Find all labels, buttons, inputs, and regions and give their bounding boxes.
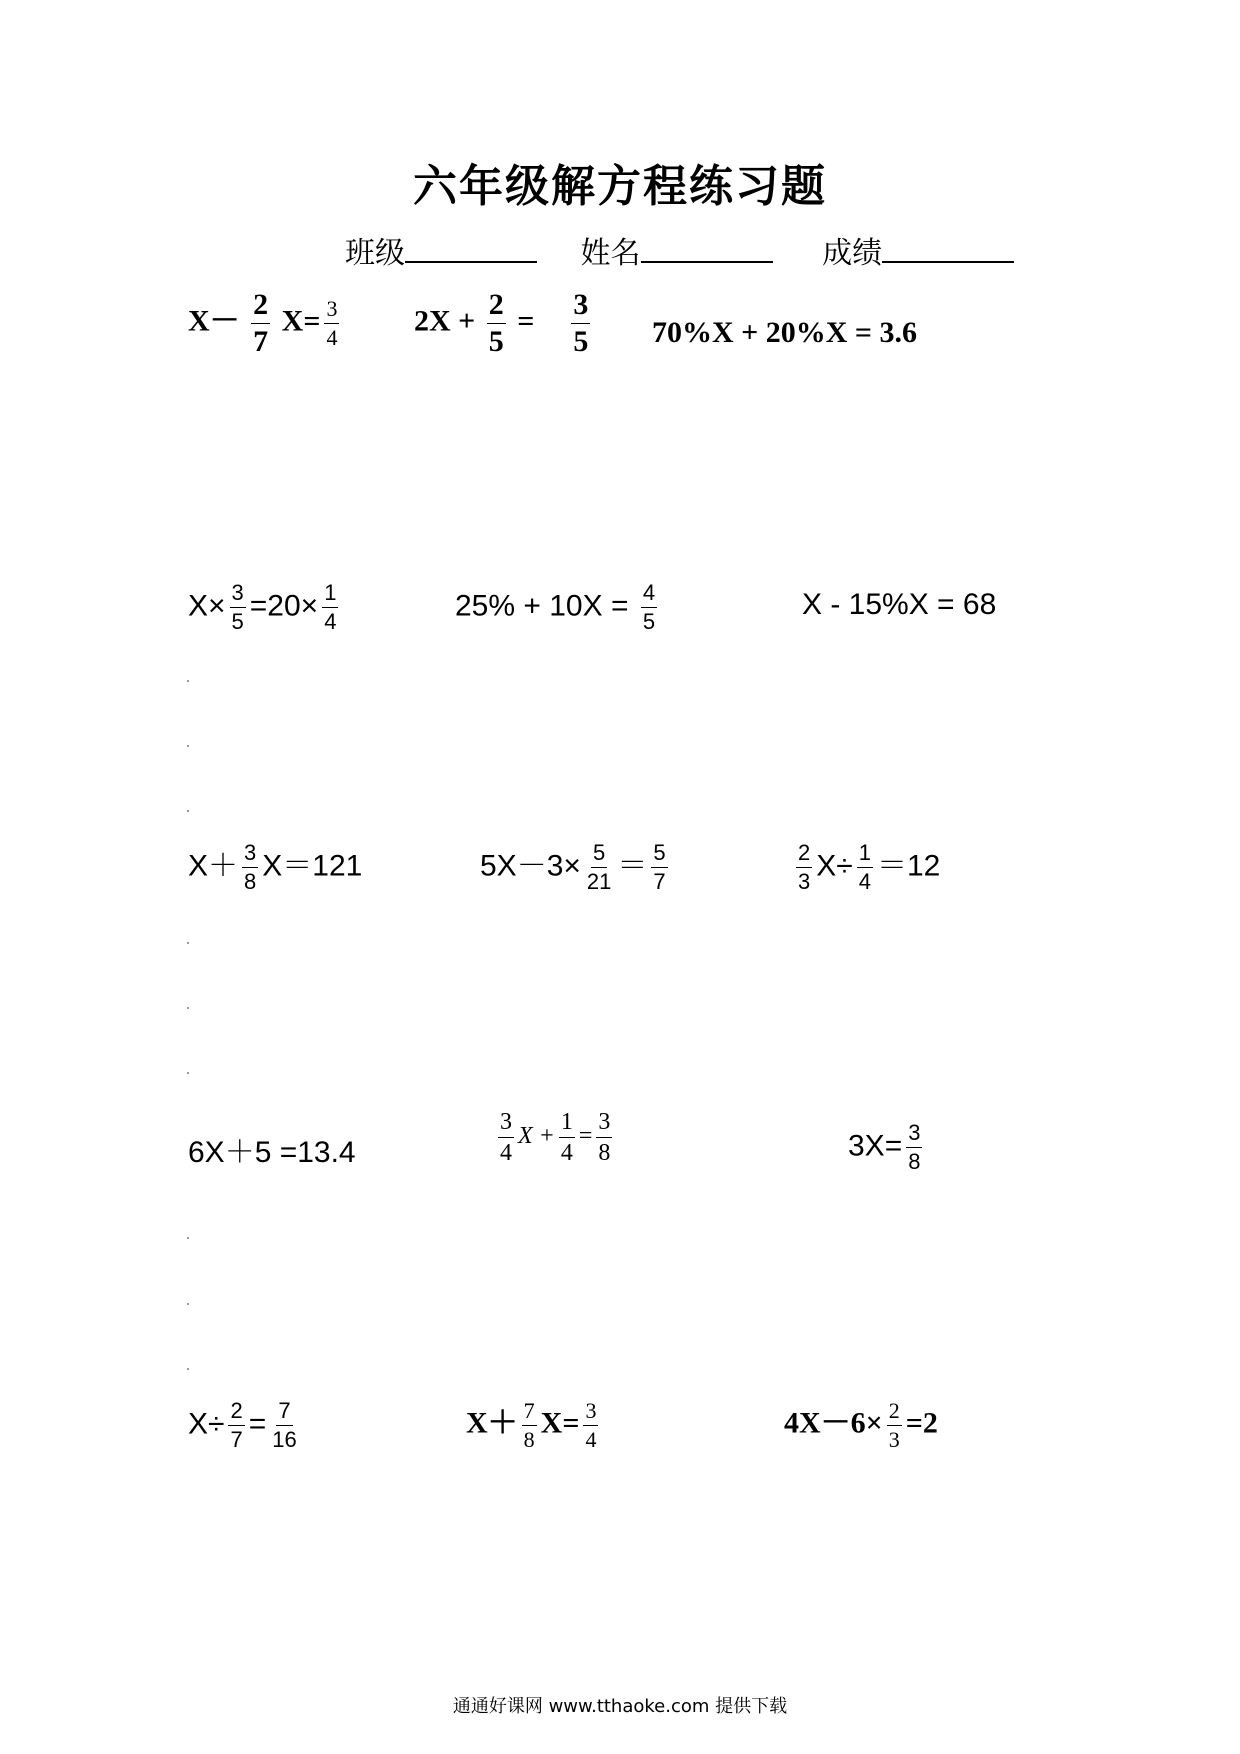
equation-4-2: $\frac{3}{4}$ X + $\frac{1}{4}$ = $\frac{3}{8}$ <box>500 1109 611 1166</box>
equation-3-2: 5X－3× $\frac{5}{21}$ ＝ $\frac{5}{7}$ <box>480 840 666 894</box>
fraction: $\frac{2}{5}$ <box>488 288 504 358</box>
fraction: $\frac{3}{5}$ <box>573 288 589 358</box>
fraction: $\frac{3}{8}$ <box>908 1120 921 1174</box>
fraction: $\frac{3}{4}$ <box>326 296 338 350</box>
equation-1-2: 2X + $\frac{2}{5}$ = $\frac{3}{5}$ <box>414 288 589 358</box>
fraction: $\frac{3}{5}$ <box>231 580 244 634</box>
fraction: $\frac{2}{7}$ <box>253 288 269 358</box>
equation-5-2: X＋ $\frac{7}{8}$ X= $\frac{3}{4}$ <box>466 1398 597 1452</box>
fraction: $\frac{1}{4}$ <box>324 580 337 634</box>
margin-mark <box>187 1072 189 1074</box>
fraction: $\frac{3}{4}$ <box>585 1398 597 1452</box>
equation-5-3: 4X－6× $\frac{2}{3}$ =2 <box>784 1398 938 1452</box>
margin-mark <box>187 1303 189 1305</box>
margin-mark <box>187 745 189 747</box>
fraction: $\frac{3}{4}$ <box>500 1109 512 1166</box>
equation-3-3: $\frac{2}{3}$ X÷ $\frac{1}{4}$ ＝12 <box>798 840 941 894</box>
margin-mark <box>187 942 189 944</box>
score-field <box>822 228 1014 272</box>
fraction: $\frac{1}{4}$ <box>858 840 871 894</box>
fraction: $\frac{5}{7}$ <box>653 840 666 894</box>
fraction: $\frac{2}{3}$ <box>798 840 811 894</box>
margin-mark <box>187 1237 189 1239</box>
fraction: $\frac{4}{5}$ <box>642 580 656 634</box>
fraction: $\frac{2}{3}$ <box>888 1398 900 1452</box>
fraction: $\frac{5}{21}$ <box>586 840 612 894</box>
class-field <box>345 228 537 272</box>
score-blank[interactable] <box>882 235 1014 263</box>
equation-1-1: X－ $\frac{2}{7}$ X= $\frac{3}{4}$ <box>188 288 338 358</box>
student-info-fields <box>345 228 1048 272</box>
equation-1-3: 70%X + 20%X = 3.6 <box>652 316 918 349</box>
equation-3-1: X＋ $\frac{3}{8}$ X＝121 <box>188 840 363 894</box>
fraction: $\frac{3}{8}$ <box>598 1109 611 1166</box>
class-blank[interactable] <box>405 235 537 263</box>
margin-mark <box>187 680 189 682</box>
name-label: 姓名 <box>580 236 641 271</box>
margin-mark <box>187 1007 189 1009</box>
page-title: 六年级解方程练习题 <box>413 161 827 212</box>
class-label: 班级 <box>345 236 405 271</box>
name-blank[interactable] <box>641 235 773 263</box>
margin-mark <box>187 1368 189 1370</box>
equation-2-2: 25% + 10X = $\frac{4}{5}$ <box>455 580 656 634</box>
fraction: $\frac{1}{4}$ <box>560 1109 573 1166</box>
footer-credit: 通通好课网 www.tthaoke.com 提供下载 <box>452 1696 788 1717</box>
fraction: $\frac{7}{8}$ <box>523 1398 535 1452</box>
equation-2-1: X× $\frac{3}{5}$ =20× $\frac{1}{4}$ <box>188 580 337 634</box>
fraction: $\frac{2}{7}$ <box>230 1398 243 1452</box>
equation-4-3: 3X= $\frac{3}{8}$ <box>848 1120 921 1174</box>
equation-4-1: 6X＋5 =13.4 <box>188 1136 356 1169</box>
fraction: $\frac{3}{8}$ <box>244 840 257 894</box>
name-field <box>581 228 773 272</box>
margin-mark <box>187 810 189 812</box>
score-label: 成绩 <box>822 236 883 271</box>
equation-2-3: X - 15%X = 68 <box>802 588 997 621</box>
equation-5-1: X÷ $\frac{2}{7}$ = $\frac{7}{16}$ <box>188 1398 297 1452</box>
fraction: $\frac{7}{16}$ <box>272 1398 297 1452</box>
